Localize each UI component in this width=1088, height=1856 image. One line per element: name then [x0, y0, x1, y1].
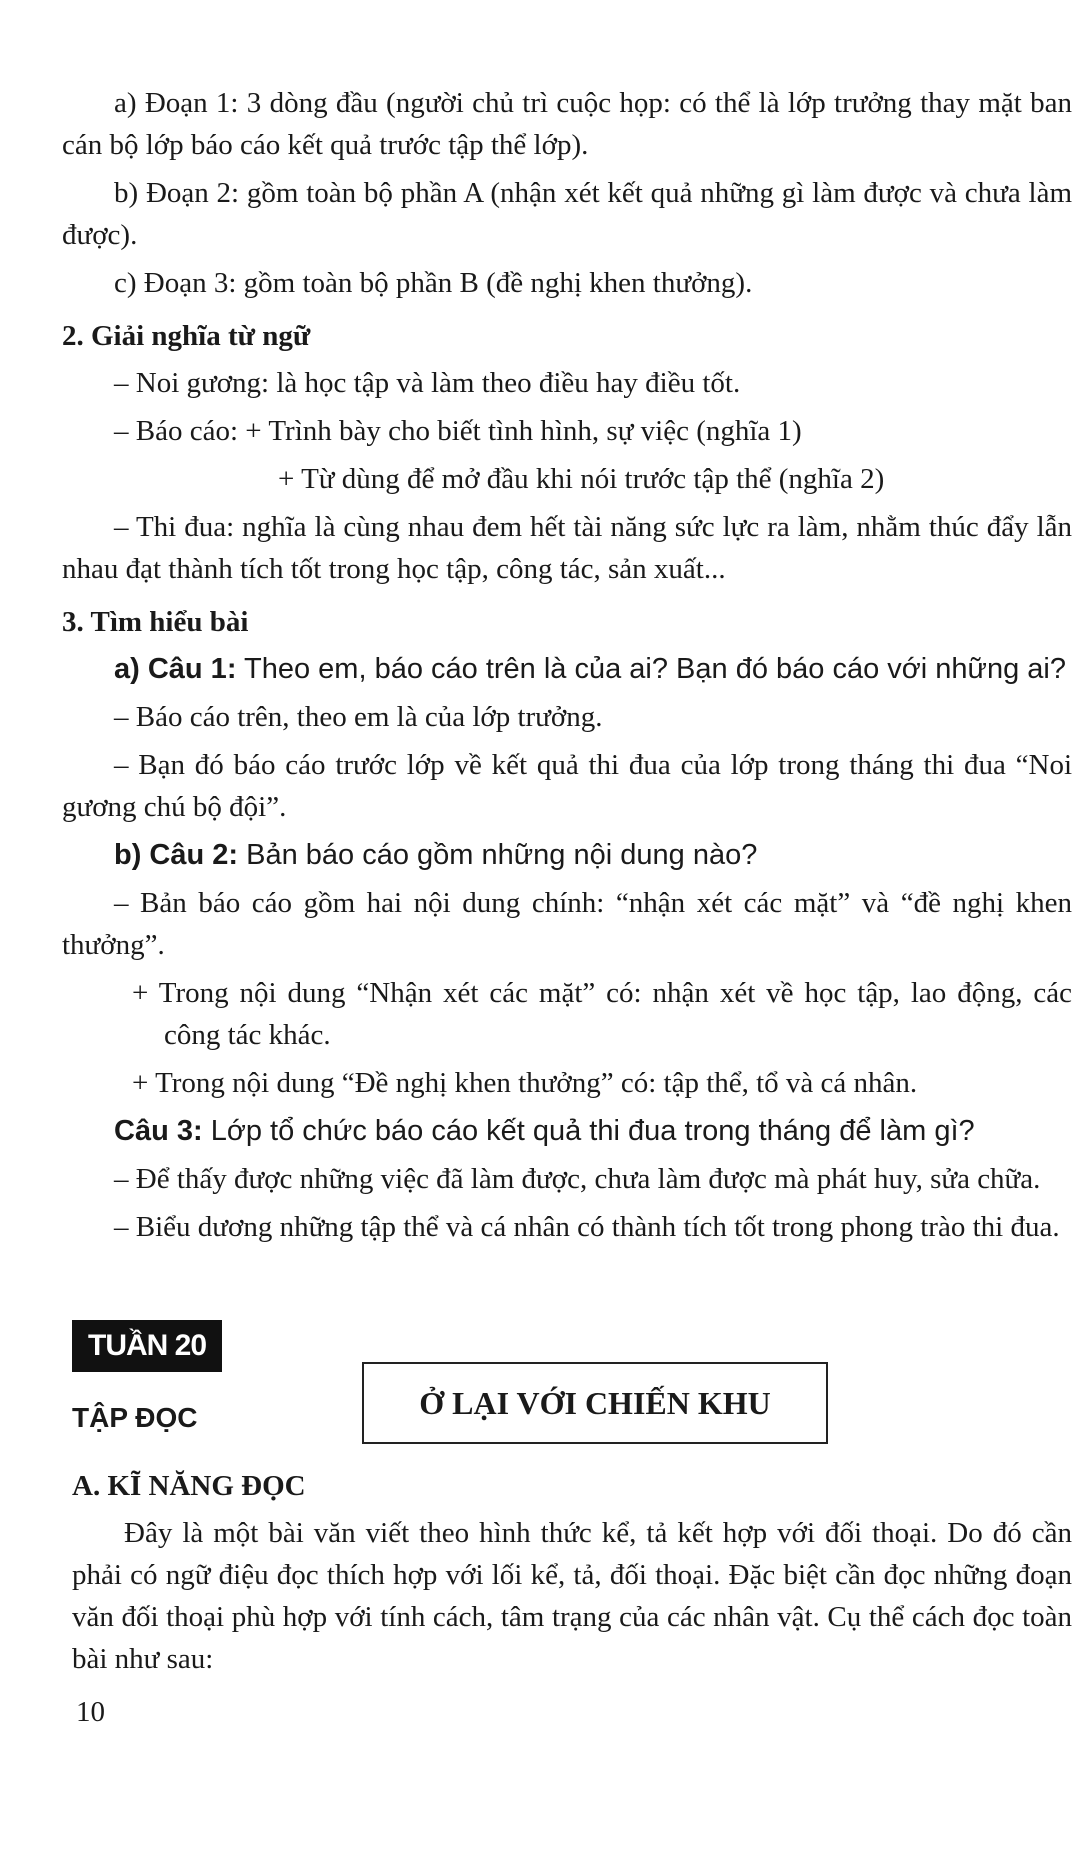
question-3-text: Lớp tổ chức báo cáo kết quả thi đua trong tháng để làm gì? — [202, 1115, 975, 1147]
answer-3-2: – Biểu dương những tập thể và cá nhân có thành tích tốt trong phong trào thi đua. — [114, 1211, 1060, 1243]
question-3 — [62, 1110, 1072, 1152]
question-2-label: b) Câu 2: — [114, 839, 239, 871]
answer-1-1: – Báo cáo trên, theo em là của lớp trưởng. — [114, 701, 603, 733]
question-1 — [62, 648, 1072, 690]
heading-understanding: 3. Tìm hiểu bài — [62, 606, 249, 638]
paragraph-b: b) Đoạn 2: gồm toàn bộ phần A (nhận xét kết quả những gì làm được và chưa làm được). — [62, 177, 1072, 251]
heading-reading-skills: A. KĨ NĂNG ĐỌC — [72, 1470, 306, 1502]
glossary-item-thi-dua: – Thi đua: nghĩa là cùng nhau đem hết tài năng sức lực ra làm, nhằm thúc đẩy lẫn nhau đạt thành tích tốt trong học tập, công tác, sản xuất... — [62, 511, 1072, 585]
section-label: TẬP ĐỌC — [72, 1402, 198, 1433]
lesson-title: Ở LẠI VỚI CHIẾN KHU — [362, 1362, 828, 1444]
week-label: TUẦN 20 — [72, 1320, 222, 1372]
glossary-item-bao-cao-2: + Từ dùng để mở đầu khi nói trước tập thể (nghĩa 2) — [278, 463, 885, 495]
reading-skills-section — [72, 1456, 1072, 1680]
question-2 — [62, 834, 1072, 876]
answer-1-2: – Bạn đó báo cáo trước lớp về kết quả thi đua của lớp trong tháng thi đua “Noi gương chú bộ đội”. — [62, 749, 1072, 823]
page-body — [62, 82, 1072, 1248]
reading-skills-paragraph: Đây là một bài văn viết theo hình thức kể, tả kết hợp với đối thoại. Do đó cần phải có ngữ điệu đọc thích hợp với lối kể, tả, đối thoại. Đặc biệt cần đọc những đoạn văn đối thoại phù hợp với tính cách, tâm trạng của các nhân vật. Cụ thể cách đọc toàn bài như sau: — [72, 1517, 1072, 1675]
glossary-item-bao-cao: – Báo cáo: + Trình bày cho biết tình hình, sự việc (nghĩa 1) — [114, 415, 802, 447]
glossary-item-noi-guong: – Noi gương: là học tập và làm theo điều hay điều tốt. — [114, 367, 741, 399]
paragraph-a: a) Đoạn 1: 3 dòng đầu (người chủ trì cuộc họp: có thể là lớp trưởng thay mặt ban cán bộ lớp báo cáo kết quả trước tập thể lớp). — [62, 87, 1072, 161]
answer-2-2: + Trong nội dung “Nhận xét các mặt” có: nhận xét về học tập, lao động, các công tác khác. — [132, 977, 1072, 1051]
answer-3-1: – Để thấy được những việc đã làm được, chưa làm được mà phát huy, sửa chữa. — [114, 1163, 1041, 1195]
answer-2-3: + Trong nội dung “Đề nghị khen thưởng” có: tập thể, tổ và cá nhân. — [132, 1067, 918, 1099]
question-1-text: Theo em, báo cáo trên là của ai? Bạn đó báo cáo với những ai? — [236, 653, 1066, 685]
question-3-label: Câu 3: — [114, 1115, 203, 1147]
question-2-text: Bản báo cáo gồm những nội dung nào? — [238, 839, 758, 871]
page-number: 10 — [76, 1696, 105, 1728]
paragraph-c: c) Đoạn 3: gồm toàn bộ phần B (đề nghị khen thưởng). — [114, 267, 753, 299]
question-1-label: a) Câu 1: — [114, 653, 237, 685]
answer-2-1: – Bản báo cáo gồm hai nội dung chính: “nhận xét các mặt” và “đề nghị khen thưởng”. — [62, 887, 1072, 961]
heading-glossary: 2. Giải nghĩa từ ngữ — [62, 320, 311, 352]
